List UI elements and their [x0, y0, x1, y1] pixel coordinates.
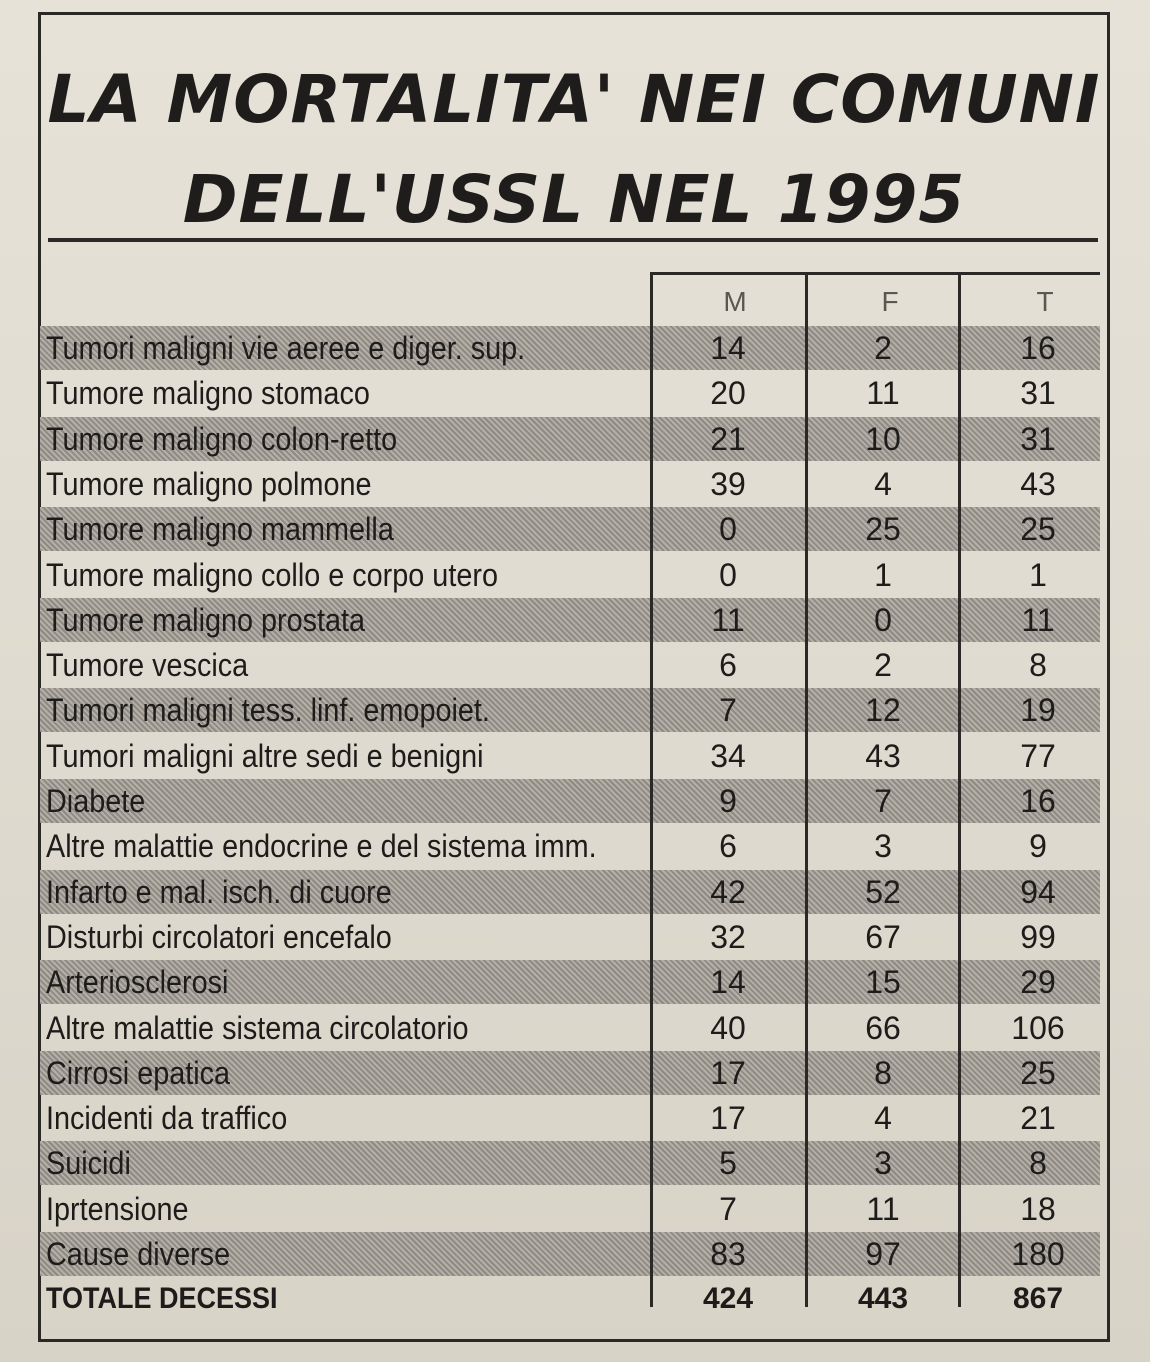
cause-label: Tumori maligni tess. linf. emopoiet.	[46, 692, 490, 729]
value-m: 20	[710, 375, 746, 412]
value-f: 10	[865, 420, 901, 457]
cause-label: Tumore maligno mammella	[46, 511, 394, 548]
value-t: 99	[1020, 918, 1056, 955]
value-m: 42	[710, 873, 746, 910]
value-m: 11	[711, 601, 745, 638]
cause-label: Tumore maligno stomaco	[46, 375, 370, 412]
cause-label: Disturbi circolatori encefalo	[46, 918, 392, 955]
value-m: 17	[710, 1100, 746, 1137]
cause-label: Tumori maligni altre sedi e benigni	[46, 737, 484, 774]
value-f: 4	[874, 1100, 892, 1137]
value-t: 19	[1020, 692, 1056, 729]
value-f: 3	[874, 828, 892, 865]
value-m: 34	[710, 737, 746, 774]
cause-label: Tumore maligno colon-retto	[46, 420, 398, 457]
table-row	[40, 824, 1100, 868]
value-t: 8	[1029, 647, 1047, 684]
value-t: 11	[1021, 601, 1055, 638]
value-f: 3	[874, 1145, 892, 1182]
value-f: 2	[874, 647, 892, 684]
column-header-f: F	[881, 286, 899, 317]
table-row	[40, 326, 1100, 370]
value-f: 1	[874, 556, 892, 593]
table-row	[40, 1051, 1100, 1095]
table-row	[40, 1006, 1100, 1050]
value-t: 16	[1020, 330, 1056, 366]
value-m: 40	[710, 1009, 746, 1046]
total-row	[40, 1277, 1100, 1321]
table-row	[40, 1187, 1100, 1231]
value-m: 0	[719, 511, 737, 548]
value-m: 424	[702, 1282, 754, 1316]
column-header-m: M	[723, 286, 747, 317]
table-row	[40, 417, 1100, 461]
cause-label: Tumore maligno prostata	[46, 601, 366, 638]
cause-label: Suicidi	[46, 1145, 131, 1182]
value-t: 31	[1020, 420, 1056, 457]
table-row	[40, 1232, 1100, 1276]
value-m: 6	[719, 828, 737, 865]
value-m: 39	[710, 465, 746, 502]
table-row	[40, 598, 1100, 642]
value-f: 4	[874, 465, 892, 502]
value-t: 77	[1020, 737, 1056, 774]
value-f: 2	[874, 330, 892, 366]
cause-label: Cause diverse	[46, 1236, 231, 1272]
value-m: 7	[719, 692, 737, 729]
value-f: 52	[865, 873, 901, 910]
column-divider-1	[650, 272, 653, 1307]
table-row	[40, 960, 1100, 1004]
value-m: 14	[710, 964, 746, 1001]
value-t: 867	[1012, 1282, 1064, 1316]
table-row	[40, 462, 1100, 506]
cause-label: Incidenti da traffico	[46, 1100, 288, 1137]
cause-label: Iprtensione	[46, 1190, 189, 1227]
value-m: 9	[719, 783, 737, 819]
value-t: 16	[1020, 783, 1056, 819]
cause-label: Infarto e mal. isch. di cuore	[46, 873, 392, 910]
value-t: 31	[1020, 375, 1056, 412]
column-divider-3	[958, 272, 961, 1307]
table-row	[40, 779, 1100, 823]
cause-label: Arteriosclerosi	[46, 964, 229, 1001]
value-t: 18	[1020, 1190, 1056, 1227]
value-m: 0	[719, 556, 737, 593]
value-t: 94	[1020, 873, 1056, 910]
table-row	[40, 688, 1100, 732]
cause-label: Diabete	[46, 783, 146, 819]
title-line-1: LA MORTALITA' NEI COMUNI	[47, 61, 1101, 138]
value-f: 7	[874, 783, 892, 819]
table-row	[40, 870, 1100, 914]
value-m: 32	[710, 918, 746, 955]
value-f: 43	[865, 737, 901, 774]
value-t: 21	[1020, 1100, 1056, 1137]
column-header-t: T	[1036, 286, 1054, 317]
value-t: 106	[1011, 1009, 1065, 1046]
total-label: TOTALE DECESSI	[46, 1282, 278, 1316]
value-f: 66	[865, 1009, 901, 1046]
table-row	[40, 507, 1100, 551]
cause-label: Tumore maligno collo e corpo utero	[46, 556, 498, 593]
value-t: 9	[1029, 828, 1047, 865]
value-m: 14	[710, 330, 746, 366]
value-m: 7	[719, 1190, 737, 1227]
table-row	[40, 915, 1100, 959]
value-f: 97	[865, 1236, 901, 1272]
cause-label: Tumore vescica	[46, 647, 249, 684]
value-f: 67	[865, 918, 901, 955]
value-t: 29	[1020, 964, 1056, 1001]
value-f: 8	[874, 1054, 892, 1091]
table-row	[40, 1096, 1100, 1140]
table-row	[40, 371, 1100, 415]
value-t: 180	[1011, 1236, 1065, 1272]
value-m: 17	[710, 1054, 746, 1091]
value-t: 25	[1020, 511, 1056, 548]
value-f: 11	[866, 375, 900, 412]
value-f: 11	[866, 1190, 900, 1227]
cause-label: Altre malattie sistema circolatorio	[46, 1009, 469, 1046]
title-line-2: DELL'USSL NEL 1995	[182, 161, 966, 238]
cause-label: Cirrosi epatica	[46, 1054, 231, 1091]
table-row	[40, 1141, 1100, 1185]
cause-label: Tumore maligno polmone	[46, 465, 372, 502]
cause-label: Altre malattie endocrine e del sistema imm.	[46, 828, 597, 865]
value-t: 1	[1029, 556, 1047, 593]
table-row	[40, 643, 1100, 687]
value-m: 6	[719, 647, 737, 684]
value-f: 0	[874, 601, 892, 638]
value-m: 5	[719, 1145, 737, 1182]
value-m: 21	[710, 420, 746, 457]
table-row	[40, 553, 1100, 597]
table-row	[40, 734, 1100, 778]
value-t: 8	[1029, 1145, 1047, 1182]
value-m: 83	[710, 1236, 746, 1272]
value-f: 443	[857, 1282, 909, 1316]
cause-label: Tumori maligni vie aeree e diger. sup.	[46, 330, 526, 366]
value-f: 25	[865, 511, 901, 548]
value-f: 15	[865, 964, 901, 1001]
value-f: 12	[865, 692, 901, 729]
column-divider-2	[805, 272, 808, 1307]
value-t: 43	[1020, 465, 1056, 502]
value-t: 25	[1020, 1054, 1056, 1091]
